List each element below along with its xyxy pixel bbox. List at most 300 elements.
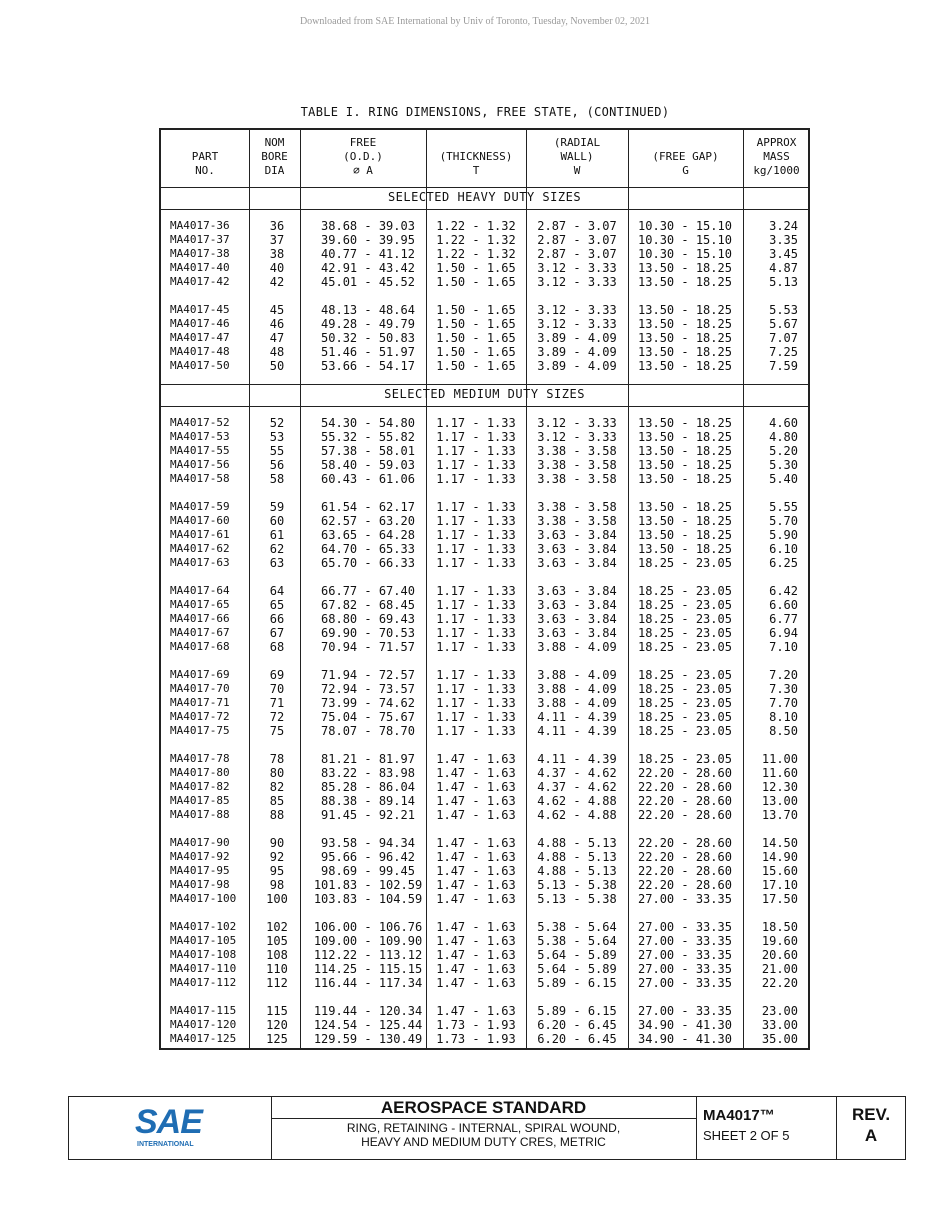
cell-dia: 56: [269, 458, 285, 472]
cell-part: MA4017-59: [170, 500, 230, 513]
cell-g: 13.50 - 18.25: [638, 444, 732, 458]
cell-g: 13.50 - 18.25: [638, 303, 732, 317]
cell-mass: 5.90: [769, 528, 798, 542]
cell-free: 38.68 - 39.03: [321, 219, 415, 233]
table-row: [161, 640, 808, 654]
cell-free: 103.83 - 104.59: [313, 892, 423, 906]
cell-mass: 17.10: [761, 878, 798, 892]
cell-t: 1.17 - 1.33: [436, 696, 516, 710]
cell-mass: 7.59: [769, 359, 798, 373]
cell-w: 3.63 - 3.84: [537, 528, 617, 542]
table-row: [161, 780, 808, 794]
table-row: [161, 864, 808, 878]
section-divider: [161, 384, 808, 385]
cell-mass: 12.30: [761, 780, 798, 794]
cell-dia: 55: [269, 444, 285, 458]
header-part-no: PART NO.: [191, 150, 219, 177]
cell-dia: 98: [269, 878, 285, 892]
cell-free: 39.60 - 39.95: [321, 233, 415, 247]
cell-free: 55.32 - 55.82: [321, 430, 415, 444]
cell-w: 5.38 - 5.64: [537, 934, 617, 948]
cell-dia: 92: [269, 850, 285, 864]
cell-dia: 105: [266, 934, 288, 948]
cell-t: 1.47 - 1.63: [436, 976, 516, 990]
cell-mass: 3.45: [769, 247, 798, 261]
cell-free: 119.44 - 120.34: [313, 1004, 423, 1018]
cell-free: 65.70 - 66.33: [321, 556, 415, 570]
cell-part: MA4017-40: [170, 261, 230, 274]
cell-g: 22.20 - 28.60: [638, 766, 732, 780]
cell-mass: 35.00: [761, 1032, 798, 1046]
cell-dia: 85: [269, 794, 285, 808]
cell-dia: 50: [269, 359, 285, 373]
cell-part: MA4017-110: [170, 962, 237, 975]
cell-mass: 7.10: [769, 640, 798, 654]
cell-free: 75.04 - 75.67: [321, 710, 415, 724]
cell-w: 3.12 - 3.33: [537, 430, 617, 444]
cell-mass: 33.00: [761, 1018, 798, 1032]
table-row: [161, 430, 808, 444]
cell-part: MA4017-75: [170, 724, 230, 737]
cell-dia: 69: [269, 668, 285, 682]
cell-t: 1.47 - 1.63: [436, 892, 516, 906]
cell-free: 98.69 - 99.45: [321, 864, 415, 878]
cell-free: 69.90 - 70.53: [321, 626, 415, 640]
table-row: [161, 500, 808, 514]
description-line: RING, RETAINING - INTERNAL, SPIRAL WOUND,: [346, 1121, 621, 1135]
cell-mass: 8.50: [769, 724, 798, 738]
cell-w: 4.88 - 5.13: [537, 850, 617, 864]
cell-t: 1.47 - 1.63: [436, 836, 516, 850]
cell-part: MA4017-71: [170, 696, 230, 709]
cell-part: MA4017-98: [170, 878, 230, 891]
cell-dia: 48: [269, 345, 285, 359]
cell-g: 27.00 - 33.35: [638, 976, 732, 990]
cell-part: MA4017-55: [170, 444, 230, 457]
table-row: [161, 317, 808, 331]
cell-dia: 42: [269, 275, 285, 289]
cell-t: 1.17 - 1.33: [436, 514, 516, 528]
cell-g: 18.25 - 23.05: [638, 556, 732, 570]
cell-g: 13.50 - 18.25: [638, 345, 732, 359]
cell-mass: 14.50: [761, 836, 798, 850]
cell-t: 1.22 - 1.32: [436, 219, 516, 233]
cell-g: 22.20 - 28.60: [638, 864, 732, 878]
header-free-gap: (FREE GAP) G: [652, 150, 719, 177]
table-row: [161, 612, 808, 626]
cell-g: 22.20 - 28.60: [638, 808, 732, 822]
download-watermark: Downloaded from SAE International by Univ of Toronto, Tuesday, November 02, 2021: [299, 16, 651, 27]
cell-t: 1.47 - 1.63: [436, 864, 516, 878]
cell-part: MA4017-100: [170, 892, 237, 905]
cell-w: 3.12 - 3.33: [537, 416, 617, 430]
cell-w: 3.38 - 3.58: [537, 444, 617, 458]
cell-part: MA4017-48: [170, 345, 230, 358]
cell-part: MA4017-88: [170, 808, 230, 821]
cell-g: 27.00 - 33.35: [638, 962, 732, 976]
section-divider: [161, 187, 808, 188]
cell-dia: 110: [266, 962, 288, 976]
cell-free: 81.21 - 81.97: [321, 752, 415, 766]
cell-free: 45.01 - 45.52: [321, 275, 415, 289]
cell-free: 61.54 - 62.17: [321, 500, 415, 514]
cell-free: 49.28 - 49.79: [321, 317, 415, 331]
cell-t: 1.22 - 1.32: [436, 247, 516, 261]
cell-mass: 7.30: [769, 682, 798, 696]
cell-w: 3.89 - 4.09: [537, 331, 617, 345]
cell-t: 1.17 - 1.33: [436, 710, 516, 724]
cell-free: 109.00 - 109.90: [313, 934, 423, 948]
cell-w: 4.11 - 4.39: [537, 752, 617, 766]
cell-dia: 62: [269, 542, 285, 556]
cell-dia: 115: [266, 1004, 288, 1018]
cell-part: MA4017-47: [170, 331, 230, 344]
cell-w: 2.87 - 3.07: [537, 219, 617, 233]
cell-mass: 7.07: [769, 331, 798, 345]
cell-t: 1.17 - 1.33: [436, 556, 516, 570]
cell-mass: 8.10: [769, 710, 798, 724]
cell-t: 1.50 - 1.65: [436, 275, 516, 289]
cell-t: 1.47 - 1.63: [436, 794, 516, 808]
cell-free: 54.30 - 54.80: [321, 416, 415, 430]
cell-w: 4.62 - 4.88: [537, 808, 617, 822]
cell-part: MA4017-50: [170, 359, 230, 372]
cell-part: MA4017-61: [170, 528, 230, 541]
cell-dia: 100: [266, 892, 288, 906]
cell-t: 1.17 - 1.33: [436, 528, 516, 542]
cell-part: MA4017-90: [170, 836, 230, 849]
cell-free: 85.28 - 86.04: [321, 780, 415, 794]
cell-free: 48.13 - 48.64: [321, 303, 415, 317]
cell-g: 18.25 - 23.05: [638, 724, 732, 738]
cell-t: 1.17 - 1.33: [436, 458, 516, 472]
cell-t: 1.17 - 1.33: [436, 612, 516, 626]
cell-dia: 78: [269, 752, 285, 766]
cell-w: 4.37 - 4.62: [537, 766, 617, 780]
cell-g: 27.00 - 33.35: [638, 1004, 732, 1018]
cell-t: 1.17 - 1.33: [436, 640, 516, 654]
cell-part: MA4017-56: [170, 458, 230, 471]
sae-logo: [69, 1097, 271, 1159]
cell-g: 18.25 - 23.05: [638, 696, 732, 710]
cell-w: 3.38 - 3.58: [537, 472, 617, 486]
cell-part: MA4017-102: [170, 920, 237, 933]
cell-dia: 46: [269, 317, 285, 331]
cell-dia: 68: [269, 640, 285, 654]
revision-label: REV.: [851, 1105, 891, 1124]
sheet-number: SHEET 2 OF 5: [703, 1128, 790, 1143]
table-row: [161, 682, 808, 696]
table-row: [161, 766, 808, 780]
table-row: [161, 219, 808, 233]
cell-mass: 3.35: [769, 233, 798, 247]
cell-part: MA4017-53: [170, 430, 230, 443]
cell-dia: 47: [269, 331, 285, 345]
cell-free: 53.66 - 54.17: [321, 359, 415, 373]
cell-w: 4.37 - 4.62: [537, 780, 617, 794]
cell-part: MA4017-85: [170, 794, 230, 807]
cell-g: 13.50 - 18.25: [638, 317, 732, 331]
cell-free: 78.07 - 78.70: [321, 724, 415, 738]
description-line: HEAVY AND MEDIUM DUTY CRES, METRIC: [361, 1135, 606, 1149]
table-row: [161, 808, 808, 822]
cell-w: 5.64 - 5.89: [537, 962, 617, 976]
table-row: [161, 542, 808, 556]
table-row: [161, 261, 808, 275]
cell-free: 67.82 - 68.45: [321, 598, 415, 612]
cell-part: MA4017-82: [170, 780, 230, 793]
table-row: [161, 668, 808, 682]
table-row: [161, 303, 808, 317]
cell-g: 22.20 - 28.60: [638, 780, 732, 794]
standard-description: [271, 1121, 696, 1149]
cell-dia: 108: [266, 948, 288, 962]
cell-t: 1.17 - 1.33: [436, 444, 516, 458]
cell-part: MA4017-45: [170, 303, 230, 316]
table-row: [161, 1032, 808, 1046]
cell-part: MA4017-36: [170, 219, 230, 232]
cell-w: 3.63 - 3.84: [537, 598, 617, 612]
cell-part: MA4017-38: [170, 247, 230, 260]
cell-g: 13.50 - 18.25: [638, 416, 732, 430]
table-row: [161, 710, 808, 724]
cell-w: 2.87 - 3.07: [537, 233, 617, 247]
cell-mass: 7.70: [769, 696, 798, 710]
cell-w: 5.89 - 6.15: [537, 1004, 617, 1018]
cell-t: 1.17 - 1.33: [436, 584, 516, 598]
cell-part: MA4017-62: [170, 542, 230, 555]
cell-g: 34.90 - 41.30: [638, 1018, 732, 1032]
standard-title: AEROSPACE STANDARD: [271, 1097, 696, 1119]
cell-g: 22.20 - 28.60: [638, 794, 732, 808]
cell-part: MA4017-65: [170, 598, 230, 611]
cell-part: MA4017-46: [170, 317, 230, 330]
cell-g: 13.50 - 18.25: [638, 528, 732, 542]
cell-t: 1.50 - 1.65: [436, 303, 516, 317]
cell-part: MA4017-115: [170, 1004, 237, 1017]
cell-free: 60.43 - 61.06: [321, 472, 415, 486]
cell-t: 1.17 - 1.33: [436, 542, 516, 556]
cell-t: 1.17 - 1.33: [436, 626, 516, 640]
cell-mass: 4.60: [769, 416, 798, 430]
cell-mass: 7.25: [769, 345, 798, 359]
table-row: [161, 934, 808, 948]
document-number: MA4017™: [703, 1107, 775, 1124]
table-row: [161, 878, 808, 892]
cell-g: 34.90 - 41.30: [638, 1032, 732, 1046]
cell-mass: 11.00: [761, 752, 798, 766]
cell-part: MA4017-68: [170, 640, 230, 653]
cell-free: 64.70 - 65.33: [321, 542, 415, 556]
table-row: [161, 1004, 808, 1018]
cell-mass: 6.42: [769, 584, 798, 598]
cell-g: 27.00 - 33.35: [638, 934, 732, 948]
cell-mass: 5.70: [769, 514, 798, 528]
cell-free: 88.38 - 89.14: [321, 794, 415, 808]
cell-w: 5.13 - 5.38: [537, 878, 617, 892]
cell-t: 1.50 - 1.65: [436, 317, 516, 331]
cell-part: MA4017-72: [170, 710, 230, 723]
cell-g: 13.50 - 18.25: [638, 430, 732, 444]
table-row: [161, 556, 808, 570]
cell-part: MA4017-92: [170, 850, 230, 863]
cell-w: 5.64 - 5.89: [537, 948, 617, 962]
cell-w: 3.63 - 3.84: [537, 584, 617, 598]
cell-part: MA4017-67: [170, 626, 230, 639]
cell-w: 3.38 - 3.58: [537, 500, 617, 514]
cell-mass: 15.60: [761, 864, 798, 878]
table-title: TABLE I. RING DIMENSIONS, FREE STATE, (CONTINUED): [300, 105, 670, 119]
cell-g: 13.50 - 18.25: [638, 275, 732, 289]
cell-dia: 61: [269, 528, 285, 542]
cell-mass: 5.40: [769, 472, 798, 486]
table-row: [161, 794, 808, 808]
cell-part: MA4017-52: [170, 416, 230, 429]
footer-divider: [696, 1097, 697, 1159]
cell-dia: 40: [269, 261, 285, 275]
cell-part: MA4017-64: [170, 584, 230, 597]
cell-w: 4.62 - 4.88: [537, 794, 617, 808]
cell-w: 3.63 - 3.84: [537, 542, 617, 556]
table-row: [161, 331, 808, 345]
cell-w: 6.20 - 6.45: [537, 1018, 617, 1032]
cell-mass: 6.25: [769, 556, 798, 570]
cell-g: 27.00 - 33.35: [638, 920, 732, 934]
table-row: [161, 1018, 808, 1032]
cell-part: MA4017-80: [170, 766, 230, 779]
cell-g: 18.25 - 23.05: [638, 668, 732, 682]
cell-dia: 75: [269, 724, 285, 738]
cell-part: MA4017-37: [170, 233, 230, 246]
cell-mass: 5.53: [769, 303, 798, 317]
table-row: [161, 976, 808, 990]
cell-mass: 11.60: [761, 766, 798, 780]
cell-mass: 14.90: [761, 850, 798, 864]
cell-dia: 90: [269, 836, 285, 850]
cell-part: MA4017-63: [170, 556, 230, 569]
cell-w: 3.88 - 4.09: [537, 640, 617, 654]
table-row: [161, 514, 808, 528]
cell-g: 18.25 - 23.05: [638, 752, 732, 766]
cell-mass: 6.94: [769, 626, 798, 640]
cell-dia: 95: [269, 864, 285, 878]
cell-t: 1.47 - 1.63: [436, 808, 516, 822]
cell-t: 1.73 - 1.93: [436, 1018, 516, 1032]
cell-part: MA4017-70: [170, 682, 230, 695]
cell-mass: 17.50: [761, 892, 798, 906]
cell-dia: 63: [269, 556, 285, 570]
cell-dia: 112: [266, 976, 288, 990]
cell-w: 3.88 - 4.09: [537, 682, 617, 696]
cell-t: 1.22 - 1.32: [436, 233, 516, 247]
cell-t: 1.50 - 1.65: [436, 331, 516, 345]
cell-dia: 36: [269, 219, 285, 233]
cell-free: 124.54 - 125.44: [313, 1018, 423, 1032]
cell-t: 1.50 - 1.65: [436, 359, 516, 373]
cell-g: 18.25 - 23.05: [638, 640, 732, 654]
title-block: [68, 1096, 906, 1160]
sae-logo-mark: SAE: [135, 1103, 202, 1141]
cell-g: 18.25 - 23.05: [638, 626, 732, 640]
cell-free: 73.99 - 74.62: [321, 696, 415, 710]
cell-t: 1.47 - 1.63: [436, 780, 516, 794]
cell-free: 58.40 - 59.03: [321, 458, 415, 472]
header-radial-wall: (RADIAL WALL) W: [553, 136, 601, 177]
cell-w: 3.12 - 3.33: [537, 261, 617, 275]
cell-dia: 65: [269, 598, 285, 612]
table-row: [161, 962, 808, 976]
cell-g: 13.50 - 18.25: [638, 458, 732, 472]
cell-free: 83.22 - 83.98: [321, 766, 415, 780]
table-row: [161, 416, 808, 430]
cell-w: 3.12 - 3.33: [537, 303, 617, 317]
cell-g: 18.25 - 23.05: [638, 710, 732, 724]
cell-mass: 13.70: [761, 808, 798, 822]
cell-part: MA4017-58: [170, 472, 230, 485]
cell-t: 1.47 - 1.63: [436, 766, 516, 780]
table-row: [161, 850, 808, 864]
cell-w: 5.89 - 6.15: [537, 976, 617, 990]
cell-mass: 5.20: [769, 444, 798, 458]
table-row: [161, 458, 808, 472]
cell-g: 13.50 - 18.25: [638, 261, 732, 275]
table-row: [161, 528, 808, 542]
cell-free: 40.77 - 41.12: [321, 247, 415, 261]
cell-free: 95.66 - 96.42: [321, 850, 415, 864]
section-divider: [161, 406, 808, 407]
table-row: [161, 752, 808, 766]
table-row: [161, 247, 808, 261]
cell-mass: 5.30: [769, 458, 798, 472]
cell-dia: 125: [266, 1032, 288, 1046]
cell-g: 18.25 - 23.05: [638, 598, 732, 612]
cell-w: 3.88 - 4.09: [537, 696, 617, 710]
cell-t: 1.47 - 1.63: [436, 934, 516, 948]
cell-w: 3.89 - 4.09: [537, 359, 617, 373]
cell-mass: 13.00: [761, 794, 798, 808]
cell-t: 1.47 - 1.63: [436, 878, 516, 892]
cell-free: 68.80 - 69.43: [321, 612, 415, 626]
table-row: [161, 920, 808, 934]
cell-free: 91.45 - 92.21: [321, 808, 415, 822]
table-row: [161, 836, 808, 850]
cell-part: MA4017-112: [170, 976, 237, 989]
sae-logo-subtext: INTERNATIONAL: [137, 1141, 194, 1148]
cell-w: 3.63 - 3.84: [537, 626, 617, 640]
cell-w: 6.20 - 6.45: [537, 1032, 617, 1046]
cell-dia: 53: [269, 430, 285, 444]
cell-w: 4.88 - 5.13: [537, 836, 617, 850]
header-nom-bore-dia: NOM BORE DIA: [261, 136, 288, 177]
cell-dia: 45: [269, 303, 285, 317]
cell-dia: 72: [269, 710, 285, 724]
table-row: [161, 598, 808, 612]
cell-w: 3.89 - 4.09: [537, 345, 617, 359]
cell-dia: 59: [269, 500, 285, 514]
cell-t: 1.47 - 1.63: [436, 948, 516, 962]
cell-g: 18.25 - 23.05: [638, 682, 732, 696]
cell-g: 22.20 - 28.60: [638, 878, 732, 892]
cell-w: 3.88 - 4.09: [537, 668, 617, 682]
cell-dia: 64: [269, 584, 285, 598]
header-free-od: FREE (O.D.) ∅ A: [343, 136, 383, 177]
cell-dia: 88: [269, 808, 285, 822]
cell-mass: 19.60: [761, 934, 798, 948]
cell-g: 10.30 - 15.10: [638, 219, 732, 233]
cell-g: 18.25 - 23.05: [638, 584, 732, 598]
table-row: [161, 626, 808, 640]
cell-t: 1.17 - 1.33: [436, 668, 516, 682]
